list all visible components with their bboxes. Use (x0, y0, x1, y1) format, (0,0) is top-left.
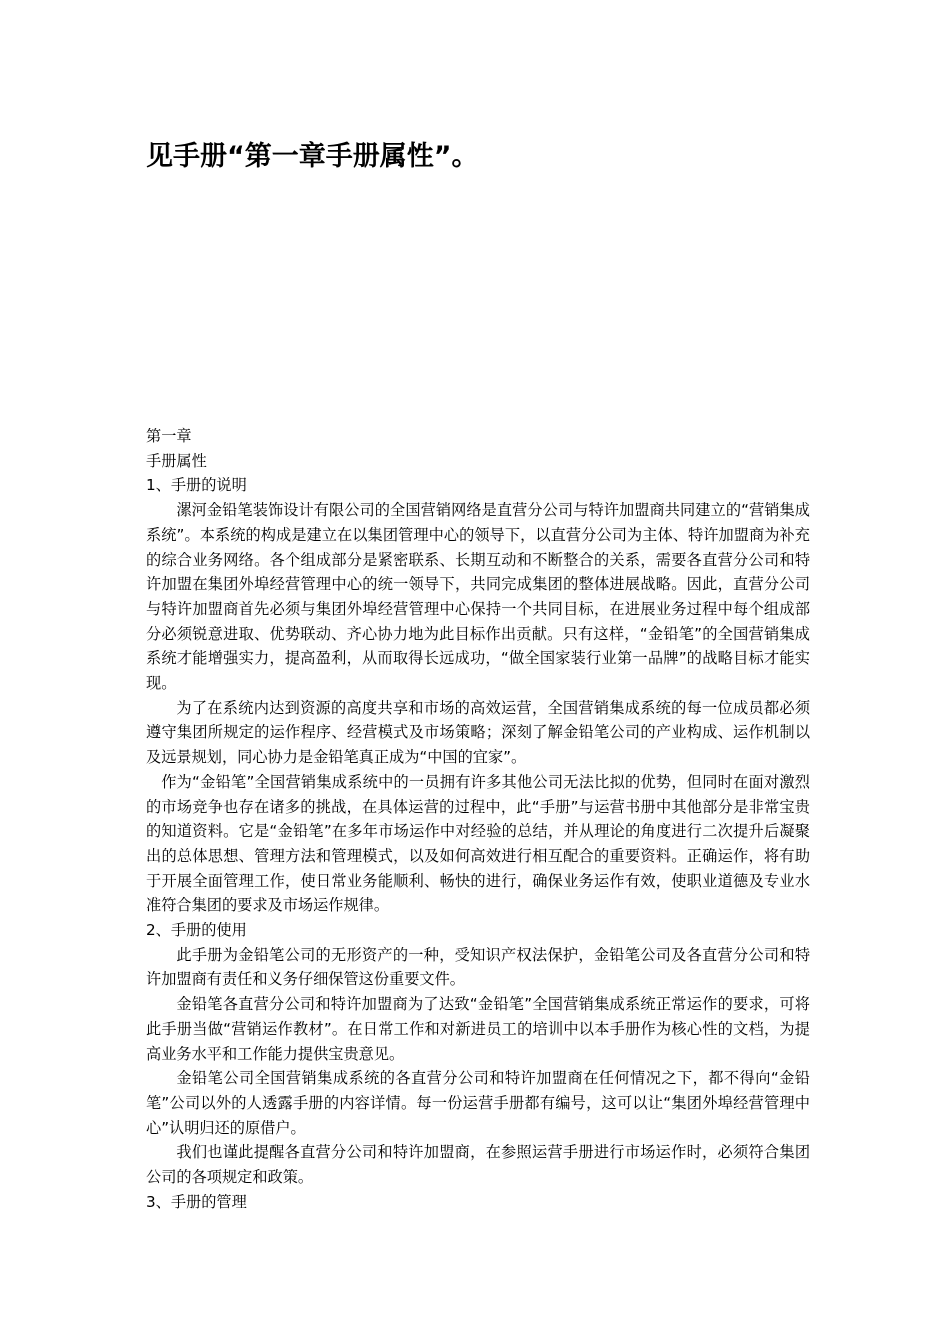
paragraph: 金铅笔公司全国营销集成系统的各直营分公司和特许加盟商在任何情况之下，都不得向“金铅笔”公司以外的人透露手册的内容详情。每一份运营手册都有编号，这可以让“集团外埠经营管理中心”认明归还的原借户。 (146, 1069, 810, 1137)
section-heading: 1、手册的说明 (146, 476, 247, 495)
chapter-content (146, 424, 810, 1215)
cover-title: 见手册“第一章手册属性”。 (146, 141, 479, 172)
paragraph: 金铅笔各直营分公司和特许加盟商为了达致“金铅笔”全国营销集成系统正常运作的要求，可将此手册当做“营销运作教材”。在日常工作和对新进员工的培训中以本手册作为核心性的文档，为提高业务水平和工作能力提供宝贵意见。 (146, 995, 810, 1063)
chapter-name: 手册属性 (146, 451, 207, 470)
section-heading: 2、手册的使用 (146, 921, 247, 940)
paragraph: 我们也谨此提醒各直营分公司和特许加盟商，在参照运营手册进行市场运作时，必须符合集团公司的各项规定和政策。 (146, 1143, 810, 1187)
paragraph: 为了在系统内达到资源的高度共享和市场的高效运营，全国营销集成系统的每一位成员都必须遵守集团所规定的运作程序、经营模式及市场策略；深刻了解金铅笔公司的产业构成、运作机制以及远景规划，同心协力是金铅笔真正成为“中国的宜家”。 (146, 698, 810, 767)
paragraph: 此手册为金铅笔公司的无形资产的一种，受知识产权法保护，金铅笔公司及各直营分公司和特许加盟商有责任和义务仔细保管这份重要文件。 (146, 945, 810, 989)
paragraph: 作为“金铅笔”全国营销集成系统中的一员拥有许多其他公司无法比拟的优势，但同时在面对激烈的市场竞争也存在诸多的挑战，在具体运营的过程中，此“手册”与运营书册中其他部分是非常宝贵的知道资料。它是“金铅笔”在多年市场运作中对经验的总结，并从理论的角度进行二次提升后凝聚出的总体思想、管理方法和管理模式，以及如何高效进行相互配合的重要资料。正确运作，将有助于开展全面管理工作，使日常业务能顺利、畅快的进行，确保业务运作有效，使职业道德及专业水准符合集团的要求及市场运作规律。 (146, 772, 810, 915)
paragraph: 漯河金铅笔装饰设计有限公司的全国营销网络是直营分公司与特许加盟商共同建立的“营销集成系统”。本系统的构成是建立在以集团管理中心的领导下，以直营分公司为主体、特许加盟商为补充的综合业务网络。各个组成部分是紧密联系、长期互动和不断整合的关系，需要各直营分公司和特许加盟在集团外埠经营管理中心的统一领导下，共同完成集团的整体进展战略。因此，直营分公司与特许加盟商首先必须与集团外埠经营管理中心保持一个共同目标，在进展业务过程中每个组成部分必须锐意进取、优势联动、齐心协力地为此目标作出贡献。只有这样，“金铅笔”的全国营销集成系统才能增强实力，提高盈利，从而取得长远成功，“做全国家装行业第一品牌”的战略目标才能实现。 (146, 501, 810, 693)
chapter-number: 第一章 (146, 427, 192, 445)
section-heading: 3、手册的管理 (146, 1192, 247, 1211)
